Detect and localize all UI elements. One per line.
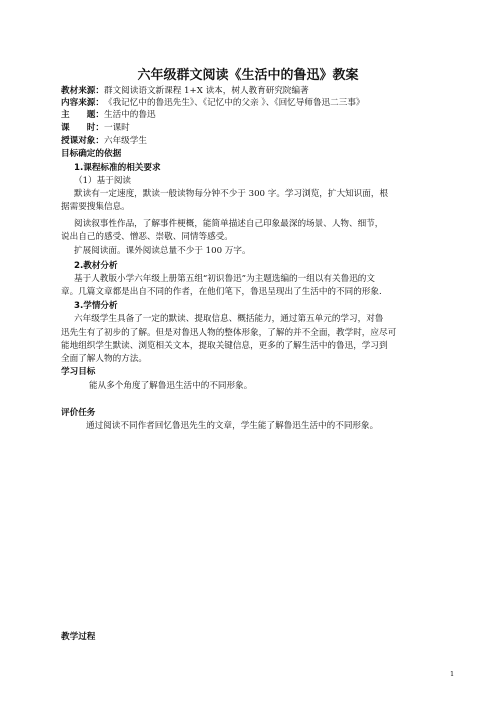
learner-analysis-line-4: 全面了解人物的方法。 (61, 354, 147, 364)
class-hours-value: 一课时 (103, 123, 130, 133)
standards-paragraph-1-line-2: 据需要搜集信息。 (61, 202, 130, 212)
learning-goal-text: 能从多个角度了解鲁迅生活中的不同形象。 (89, 381, 253, 391)
content-source-label: 内容来源： (61, 98, 104, 108)
class-hours-label: 课 时： (61, 123, 104, 133)
topic-row (61, 110, 156, 121)
standards-paragraph-1-line-1: 默读有一定速度，默读一般读物每分钟不少于 300 字。学习浏览，扩大知识面，根 (74, 189, 389, 199)
evaluation-task-heading: 评价任务 (61, 408, 96, 418)
document-title: 六年级群文阅读《生活中的鲁迅》教案 (137, 68, 359, 83)
material-source-label: 教材来源： (61, 86, 104, 96)
material-analysis-heading: 2.教材分析 (74, 261, 118, 271)
standards-heading: 1.课程标准的相关要求 (74, 163, 161, 173)
material-source-value: 群文阅读语文新课程 1+X 读本，树人教育研究院编著 (103, 86, 309, 96)
topic-value: 生活中的鲁迅 (103, 110, 156, 120)
audience-label: 授课对象： (61, 136, 104, 146)
content-source-row (61, 98, 365, 109)
standards-paragraph-2-line-2: 说出自己的感受、憎恶、崇敬、同情等感受。 (61, 232, 233, 242)
standards-paragraph-3: 扩展阅读面。课外阅读总量不少于 100 万字。 (74, 246, 251, 256)
content-source-value: 《我记忆中的鲁迅先生》、《记忆中的父亲 》、《回忆导师鲁迅二三事》 (103, 98, 365, 108)
learning-goal-heading: 学习目标 (61, 367, 96, 377)
audience-value: 六年级学生 (103, 136, 147, 146)
material-analysis-line-2: 章。几篇文章都是出自不同的作者，在他们笔下，鲁迅呈现出了生活中的不同的形象. (61, 287, 382, 297)
material-source-row (61, 86, 309, 97)
class-hours-row (61, 123, 130, 134)
audience-row (61, 136, 147, 147)
learner-analysis-line-1: 六年级学生具备了一定的默读、提取信息、概括能力，通过第五单元的学习，对鲁 (74, 314, 384, 324)
evaluation-task-text: 通过阅读不同作者回忆鲁迅先生的文章，学生能了解鲁迅生活中的不同形象。 (86, 421, 379, 431)
learner-analysis-heading: 3.学情分析 (74, 301, 118, 311)
standards-paragraph-2-line-1: 阅读叙事性作品，了解事件梗概，能简单描述自己印象最深的场景、人物、细节， (74, 219, 384, 229)
topic-label: 主 题： (61, 110, 104, 120)
page-number: 1 (450, 670, 455, 678)
teaching-process-heading: 教学过程 (61, 632, 96, 642)
standards-subheading: （1）基于阅读 (74, 176, 132, 186)
basis-heading: 目标确定的依据 (61, 149, 122, 159)
learner-analysis-line-3: 能地组织学生默读、浏览相关文本，提取关键信息，更多的了解生活中的鲁迅，学习到 (61, 341, 388, 351)
learner-analysis-line-2: 迅先生有了初步的了解。但是对鲁迅人物的整体形象，了解的并不全面，教学时，应尽可 (61, 328, 397, 338)
material-analysis-line-1: 基于人教版小学六年级上册第五组“初识鲁迅”为主题选编的一组以有关鲁迅的文 (74, 274, 375, 284)
